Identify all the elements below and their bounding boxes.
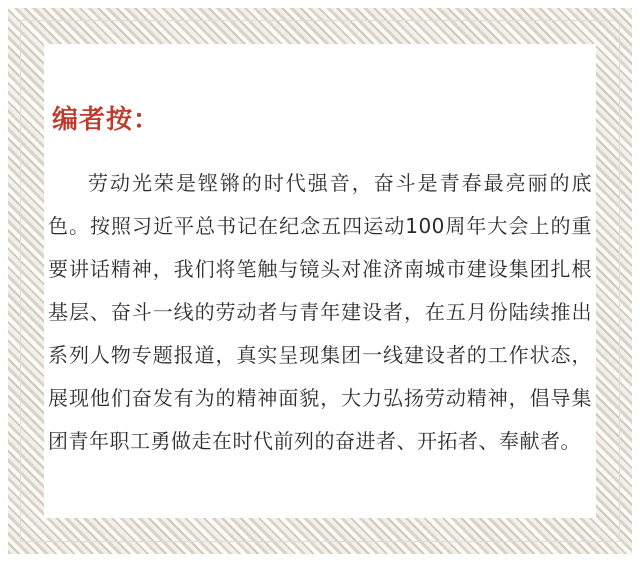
document-content [44,99,596,463]
body-paragraph: 劳动光荣是铿锵的时代强音，奋斗是青春最亮丽的底色。按照习近平总书记在纪念五四运动100周年大会上的重要讲话精神，我们将笔触与镜头对准济南城市建设集团扎根基层、奋斗一线的劳动者与青年建设者，在五月份陆续推出系列人物专题报道，真实呈现集团一线建设者的工作状态，展现他们奋发有为的精神面貌，大力弘扬劳动精神，倡导集团青年职工勇做走在时代前列的奋进者、开拓者、奉献者。 [48,171,592,453]
page-title: 编者按： [52,105,161,135]
